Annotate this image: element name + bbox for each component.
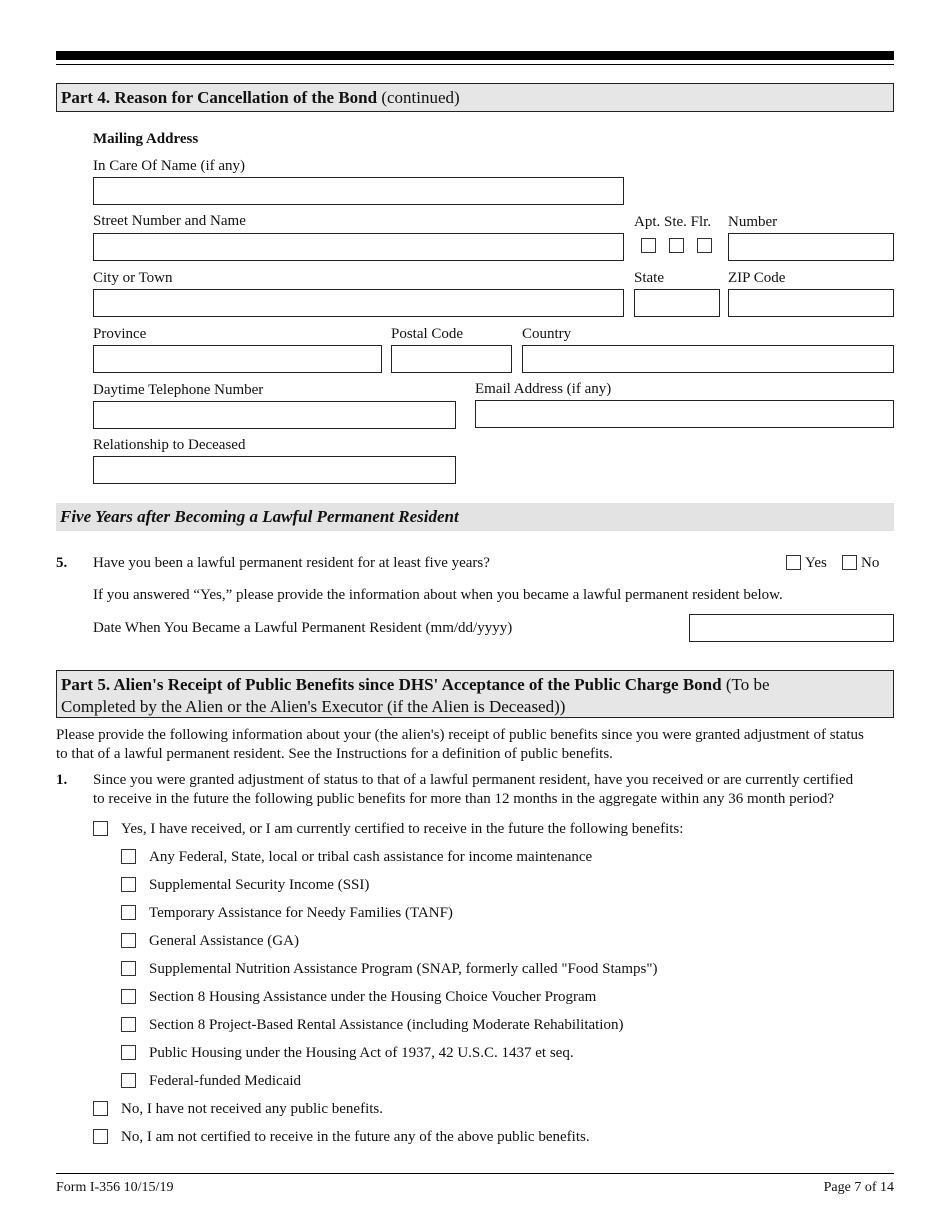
state-label: State — [634, 270, 664, 286]
benefit-checkbox[interactable] — [121, 877, 136, 892]
postal-code-label: Postal Code — [391, 326, 464, 342]
footer-rule — [56, 1173, 894, 1174]
relationship-label: Relationship to Deceased — [93, 437, 246, 453]
no-received-label: No, I have not received any public benefits. — [121, 1101, 383, 1117]
mailing-address-heading: Mailing Address — [93, 131, 199, 147]
five-years-yes-label: Yes — [805, 555, 827, 571]
page-number: Page 7 of 14 — [823, 1180, 894, 1195]
part5-intro-line2: to that of a lawful permanent resident. See the Instructions for a definition of public benefits. — [56, 746, 613, 762]
benefit-checkbox[interactable] — [121, 1045, 136, 1060]
benefits-yes-label: Yes, I have received, or I am currently certified to receive in the future the following benefits: — [121, 821, 684, 837]
street-input[interactable] — [93, 233, 624, 261]
phone-label: Daytime Telephone Number — [93, 382, 264, 398]
benefit-label: Public Housing under the Housing Act of 1937, 42 U.S.C. 1437 et seq. — [149, 1045, 574, 1061]
in-care-of-input[interactable] — [93, 177, 624, 205]
zip-input[interactable] — [728, 289, 894, 317]
part5-question-line1: Since you were granted adjustment of status to that of a lawful permanent resident, have you received or are currently certified — [93, 772, 854, 788]
number-label: Number — [728, 214, 778, 230]
no-certified-label: No, I am not certified to receive in the future any of the above public benefits. — [121, 1129, 590, 1145]
country-input[interactable] — [522, 345, 894, 373]
benefit-checkbox[interactable] — [121, 989, 136, 1004]
benefit-checkbox[interactable] — [121, 961, 136, 976]
state-input[interactable] — [634, 289, 720, 317]
ste-checkbox[interactable] — [669, 238, 684, 253]
benefit-label: Federal-funded Medicaid — [149, 1073, 302, 1089]
relationship-input[interactable] — [93, 456, 456, 484]
benefit-label: Any Federal, State, local or tribal cash assistance for income maintenance — [149, 849, 593, 865]
apt-checkbox[interactable] — [641, 238, 656, 253]
part4-header — [56, 83, 894, 112]
flr-checkbox[interactable] — [697, 238, 712, 253]
benefit-label: General Assistance (GA) — [149, 933, 299, 949]
top-rule-thin — [56, 64, 894, 65]
zip-label: ZIP Code — [728, 270, 786, 286]
city-label: City or Town — [93, 270, 173, 286]
part5-title: Part 5. Alien's Receipt of Public Benefits since DHS' Acceptance of the Public Charge Bond — [61, 675, 722, 694]
phone-input[interactable] — [93, 401, 456, 429]
in-care-of-label: In Care Of Name (if any) — [93, 158, 246, 174]
lpr-date-label: Date When You Became a Lawful Permanent Resident (mm/dd/yyyy) — [93, 620, 513, 636]
part5-intro-line1: Please provide the following information about your (the alien's) receipt of public benefits since you were granted adjustment of status — [56, 727, 864, 743]
benefit-label: Temporary Assistance for Needy Families (TANF) — [149, 905, 453, 921]
question-5-text: Have you been a lawful permanent resident for at least five years? — [93, 555, 490, 571]
benefit-checkbox[interactable] — [121, 849, 136, 864]
benefit-label: Section 8 Housing Assistance under the Housing Choice Voucher Program — [149, 989, 597, 1005]
five-years-yes-checkbox[interactable] — [786, 555, 801, 570]
benefit-checkbox[interactable] — [121, 1073, 136, 1088]
top-rule-thick — [56, 51, 894, 60]
province-input[interactable] — [93, 345, 382, 373]
street-label: Street Number and Name — [93, 213, 246, 229]
part5-header — [56, 670, 894, 718]
benefit-checkbox[interactable] — [121, 933, 136, 948]
postal-code-input[interactable] — [391, 345, 512, 373]
number-input[interactable] — [728, 233, 894, 261]
benefit-label: Supplemental Nutrition Assistance Program (SNAP, formerly called "Food Stamps") — [149, 961, 658, 977]
form-id: Form I-356 10/15/19 — [56, 1180, 174, 1195]
question-5-number: 5. — [56, 555, 68, 571]
lpr-date-input[interactable] — [689, 614, 894, 642]
five-years-instruction: If you answered “Yes,” please provide the information about when you became a lawful permanent resident below. — [93, 587, 783, 603]
city-input[interactable] — [93, 289, 624, 317]
province-label: Province — [93, 326, 147, 342]
part4-title: Part 4. Reason for Cancellation of the Bond — [61, 88, 378, 107]
part5-title-line2: Completed by the Alien or the Alien's Executor (if the Alien is Deceased)) — [61, 697, 566, 716]
benefit-checkbox[interactable] — [121, 905, 136, 920]
benefit-label: Section 8 Project-Based Rental Assistance (including Moderate Rehabilitation) — [149, 1017, 624, 1033]
country-label: Country — [522, 326, 572, 342]
apt-ste-flr-label: Apt. Ste. Flr. — [634, 214, 712, 230]
five-years-no-label: No — [861, 555, 880, 571]
benefit-checkbox[interactable] — [121, 1017, 136, 1032]
part5-question-line2: to receive in the future the following public benefits for more than 12 months in the aggregate within any 36 month period? — [93, 791, 835, 807]
part5-title-suffix: (To be — [721, 675, 770, 694]
benefits-yes-checkbox[interactable] — [93, 821, 108, 836]
no-received-checkbox[interactable] — [93, 1101, 108, 1116]
five-years-no-checkbox[interactable] — [842, 555, 857, 570]
email-input[interactable] — [475, 400, 894, 428]
email-label: Email Address (if any) — [475, 381, 612, 397]
part5-question-number: 1. — [56, 772, 68, 788]
part4-title-suffix: (continued) — [377, 88, 460, 107]
no-certified-checkbox[interactable] — [93, 1129, 108, 1144]
benefit-label: Supplemental Security Income (SSI) — [149, 877, 370, 893]
five-years-heading: Five Years after Becoming a Lawful Permanent Resident — [56, 503, 894, 531]
